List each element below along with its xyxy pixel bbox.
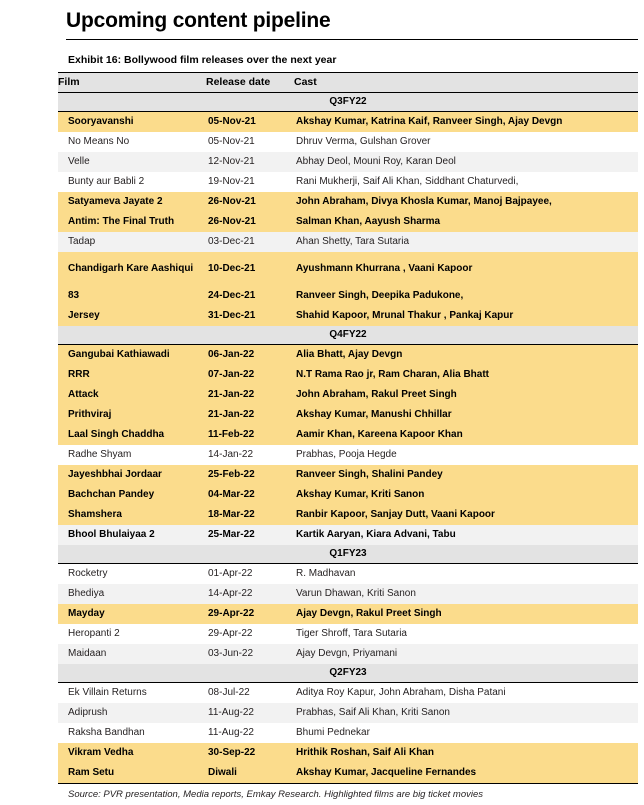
release-date-cell: 18-Mar-22 — [206, 505, 294, 525]
film-cell: Gangubai Kathiawadi — [58, 345, 206, 366]
release-date-cell: 08-Jul-22 — [206, 683, 294, 704]
release-date-cell: 11-Aug-22 — [206, 723, 294, 743]
table-row — [58, 232, 638, 252]
table-row — [58, 723, 638, 743]
film-cell: Velle — [58, 152, 206, 172]
cast-cell: Hrithik Roshan, Saif Ali Khan — [294, 743, 638, 763]
cast-cell: Ahan Shetty, Tara Sutaria — [294, 232, 638, 252]
release-date-cell: 31-Dec-21 — [206, 306, 294, 326]
table-row — [58, 425, 638, 445]
release-date-cell: 04-Mar-22 — [206, 485, 294, 505]
table-row — [58, 345, 638, 366]
quarter-label: Q4FY22 — [58, 326, 638, 345]
film-cell: Rocketry — [58, 564, 206, 585]
quarter-label: Q1FY23 — [58, 545, 638, 564]
exhibit-caption: Exhibit 16: Bollywood film releases over the next year — [68, 54, 337, 66]
cast-cell: Prabhas, Pooja Hegde — [294, 445, 638, 465]
film-cell: Antim: The Final Truth — [58, 212, 206, 232]
table-row — [58, 192, 638, 212]
table-row — [58, 385, 638, 405]
table-row — [58, 112, 638, 133]
cast-cell: Aamir Khan, Kareena Kapoor Khan — [294, 425, 638, 445]
title-block — [0, 0, 644, 39]
release-date-cell: 19-Nov-21 — [206, 172, 294, 192]
film-cell: RRR — [58, 365, 206, 385]
film-cell: Bunty aur Babli 2 — [58, 172, 206, 192]
cast-cell: Ranbir Kapoor, Sanjay Dutt, Vaani Kapoor — [294, 505, 638, 525]
cast-cell: Tiger Shroff, Tara Sutaria — [294, 624, 638, 644]
release-date-cell: 24-Dec-21 — [206, 286, 294, 306]
cast-cell: Akshay Kumar, Katrina Kaif, Ranveer Singh, Ajay Devgn — [294, 112, 638, 133]
film-cell: Ek Villain Returns — [58, 683, 206, 704]
table-row — [58, 172, 638, 192]
film-cell: Laal Singh Chaddha — [58, 425, 206, 445]
table-row — [58, 505, 638, 525]
release-date-cell: 01-Apr-22 — [206, 564, 294, 585]
table-row — [58, 365, 638, 385]
cast-cell: Ajay Devgn, Priyamani — [294, 644, 638, 664]
cast-cell: Abhay Deol, Mouni Roy, Karan Deol — [294, 152, 638, 172]
film-cell: Prithviraj — [58, 405, 206, 425]
table-row — [58, 252, 638, 286]
table-row — [58, 445, 638, 465]
release-date-cell: 12-Nov-21 — [206, 152, 294, 172]
table-header-row — [58, 73, 638, 93]
table-body — [58, 93, 638, 784]
release-date-cell: 30-Sep-22 — [206, 743, 294, 763]
quarter-header-row — [58, 545, 638, 564]
film-cell: Attack — [58, 385, 206, 405]
table-row — [58, 604, 638, 624]
film-cell: Heropanti 2 — [58, 624, 206, 644]
film-cell: Raksha Bandhan — [58, 723, 206, 743]
film-cell: Jayeshbhai Jordaar — [58, 465, 206, 485]
film-cell: Shamshera — [58, 505, 206, 525]
cast-cell: Kartik Aaryan, Kiara Advani, Tabu — [294, 525, 638, 545]
release-date-cell: 10-Dec-21 — [206, 252, 294, 286]
table-row — [58, 152, 638, 172]
release-date-cell: 06-Jan-22 — [206, 345, 294, 366]
cast-cell: Ranveer Singh, Deepika Padukone, — [294, 286, 638, 306]
film-cell: 83 — [58, 286, 206, 306]
cast-cell: Bhumi Pednekar — [294, 723, 638, 743]
table-row — [58, 763, 638, 784]
film-cell: Bhediya — [58, 584, 206, 604]
source-note: Source: PVR presentation, Media reports, Emkay Research. Highlighted films are big ticket movies — [68, 789, 484, 800]
release-date-cell: 14-Apr-22 — [206, 584, 294, 604]
table-row — [58, 286, 638, 306]
cast-cell: Akshay Kumar, Jacqueline Fernandes — [294, 763, 638, 784]
table-row — [58, 564, 638, 585]
table-row — [58, 644, 638, 664]
release-date-cell: 21-Jan-22 — [206, 385, 294, 405]
cast-cell: John Abraham, Rakul Preet Singh — [294, 385, 638, 405]
cast-cell: Alia Bhatt, Ajay Devgn — [294, 345, 638, 366]
cast-cell: Prabhas, Saif Ali Khan, Kriti Sanon — [294, 703, 638, 723]
table-row — [58, 525, 638, 545]
column-header-cast: Cast — [294, 73, 638, 93]
film-cell: Tadap — [58, 232, 206, 252]
cast-cell: Aditya Roy Kapur, John Abraham, Disha Patani — [294, 683, 638, 704]
column-header-release-date: Release date — [206, 73, 294, 93]
table-row — [58, 624, 638, 644]
cast-cell: Shahid Kapoor, Mrunal Thakur , Pankaj Kapur — [294, 306, 638, 326]
page-title: Upcoming content pipeline — [66, 9, 331, 32]
column-header-film: Film — [58, 73, 206, 93]
release-date-cell: 05-Nov-21 — [206, 132, 294, 152]
release-date-cell: 07-Jan-22 — [206, 365, 294, 385]
release-date-cell: 03-Dec-21 — [206, 232, 294, 252]
release-date-cell: 29-Apr-22 — [206, 624, 294, 644]
release-date-cell: 05-Nov-21 — [206, 112, 294, 133]
cast-cell: Salman Khan, Aayush Sharma — [294, 212, 638, 232]
release-date-cell: Diwali — [206, 763, 294, 784]
table-row — [58, 405, 638, 425]
cast-cell: N.T Rama Rao jr, Ram Charan, Alia Bhatt — [294, 365, 638, 385]
table-row — [58, 132, 638, 152]
table-row — [58, 683, 638, 704]
table-header — [58, 73, 638, 93]
quarter-header-row — [58, 664, 638, 683]
cast-cell: Varun Dhawan, Kriti Sanon — [294, 584, 638, 604]
cast-cell: Akshay Kumar, Manushi Chhillar — [294, 405, 638, 425]
release-date-cell: 26-Nov-21 — [206, 192, 294, 212]
cast-cell: Dhruv Verma, Gulshan Grover — [294, 132, 638, 152]
release-date-cell: 25-Feb-22 — [206, 465, 294, 485]
release-date-cell: 29-Apr-22 — [206, 604, 294, 624]
table-row — [58, 743, 638, 763]
quarter-label: Q2FY23 — [58, 664, 638, 683]
cast-cell: Ajay Devgn, Rakul Preet Singh — [294, 604, 638, 624]
quarter-label: Q3FY22 — [58, 93, 638, 112]
release-date-cell: 26-Nov-21 — [206, 212, 294, 232]
film-cell: Maidaan — [58, 644, 206, 664]
release-date-cell: 25-Mar-22 — [206, 525, 294, 545]
cast-cell: Akshay Kumar, Kriti Sanon — [294, 485, 638, 505]
table-row — [58, 703, 638, 723]
film-cell: Adiprush — [58, 703, 206, 723]
cast-cell: Ranveer Singh, Shalini Pandey — [294, 465, 638, 485]
release-date-cell: 11-Aug-22 — [206, 703, 294, 723]
film-cell: Vikram Vedha — [58, 743, 206, 763]
film-cell: No Means No — [58, 132, 206, 152]
film-cell: Bachchan Pandey — [58, 485, 206, 505]
release-date-cell: 14-Jan-22 — [206, 445, 294, 465]
cast-cell: John Abraham, Divya Khosla Kumar, Manoj Bajpayee, — [294, 192, 638, 212]
table-row — [58, 584, 638, 604]
cast-cell: Rani Mukherji, Saif Ali Khan, Siddhant Chaturvedi, — [294, 172, 638, 192]
cast-cell: R. Madhavan — [294, 564, 638, 585]
table-row — [58, 306, 638, 326]
table-row — [58, 485, 638, 505]
release-date-cell: 21-Jan-22 — [206, 405, 294, 425]
film-cell: Chandigarh Kare Aashiqui — [58, 252, 206, 286]
table-row — [58, 465, 638, 485]
quarter-header-row — [58, 93, 638, 112]
film-cell: Ram Setu — [58, 763, 206, 784]
film-cell: Sooryavanshi — [58, 112, 206, 133]
quarter-header-row — [58, 326, 638, 345]
film-cell: Bhool Bhulaiyaa 2 — [58, 525, 206, 545]
release-date-cell: 03-Jun-22 — [206, 644, 294, 664]
film-cell: Jersey — [58, 306, 206, 326]
film-release-table — [58, 72, 638, 784]
film-cell: Mayday — [58, 604, 206, 624]
release-date-cell: 11-Feb-22 — [206, 425, 294, 445]
cast-cell: Ayushmann Khurrana , Vaani Kapoor — [294, 252, 638, 286]
film-cell: Satyameva Jayate 2 — [58, 192, 206, 212]
film-cell: Radhe Shyam — [58, 445, 206, 465]
table-row — [58, 212, 638, 232]
